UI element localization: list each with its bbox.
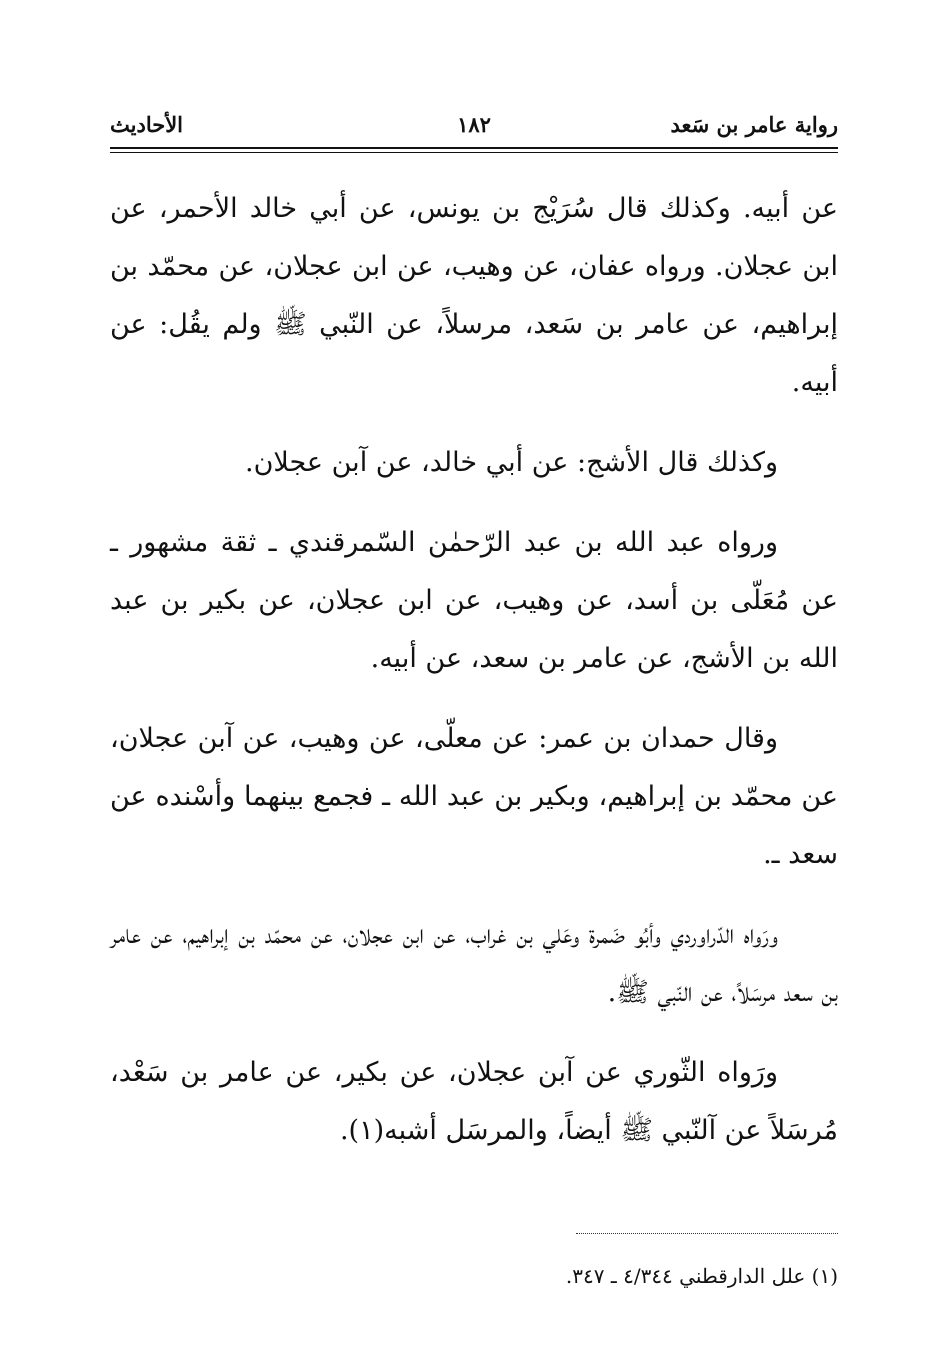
paragraph-6: ورَواه الثّوري عن آبن عجلان، عن بكير، عن عامر بن سَعْد، مُرسَلاً عن آلنّبي ﷺ أيضاً، والمرسَل أشبه(١).	[110, 1057, 838, 1146]
paragraph-5: ورَواه الدّراوردي وأبُو ضَمرة وعَلي بن غراب، عن ابن عجلان، عن محمّد بن إبراهيم، عن عامر بن سعد مرسَلاً، عن النّبي ﷺ.	[110, 919, 838, 1008]
header-rule-thin	[110, 152, 838, 153]
footnote-separator	[576, 1233, 838, 1234]
footnote: (١) علل الدارقطني ٤/٣٤٤ ـ ٣٤٧.	[565, 1264, 838, 1288]
header-section-title: رواية عامر بن سَعد	[670, 112, 838, 137]
header-book-title: الأحاديث	[110, 112, 184, 137]
page-number: ١٨٢	[457, 112, 491, 137]
paragraph-2: وكذلك قال الأشج: عن أبي خالد، عن آبن عجلان.	[244, 447, 778, 478]
main-text	[110, 180, 838, 1182]
paragraph-3: ورواه عبد الله بن عبد الرّحمٰن السّمرقندي ـ ثقة مشهور ـ عن مُعَلّى بن أسد، عن وهيب، عن ابن عجلان، عن بكير بن عبد الله بن الأشج، عن عامر بن سعد، عن أبيه.	[110, 527, 838, 674]
running-header	[110, 112, 838, 146]
header-rule-thick	[110, 147, 838, 149]
paragraph-1: عن أبيه. وكذلك قال سُرَيْج بن يونس، عن أبي خالد الأحمر، عن ابن عجلان. ورواه عفان، عن وهيب، عن ابن عجلان، عن محمّد بن إبراهيم، عن عامر بن سَعد، مرسلاً، عن النّبي ﷺ ولم يقُل: عن أبيه.	[110, 193, 838, 398]
paragraph-4: وقال حمدان بن عمر: عن معلّى، عن وهيب، عن آبن عجلان، عن محمّد بن إبراهيم، وبكير بن عبد الله ـ فجمع بينهما وأسْنده عن سعد ـ.	[110, 723, 838, 870]
